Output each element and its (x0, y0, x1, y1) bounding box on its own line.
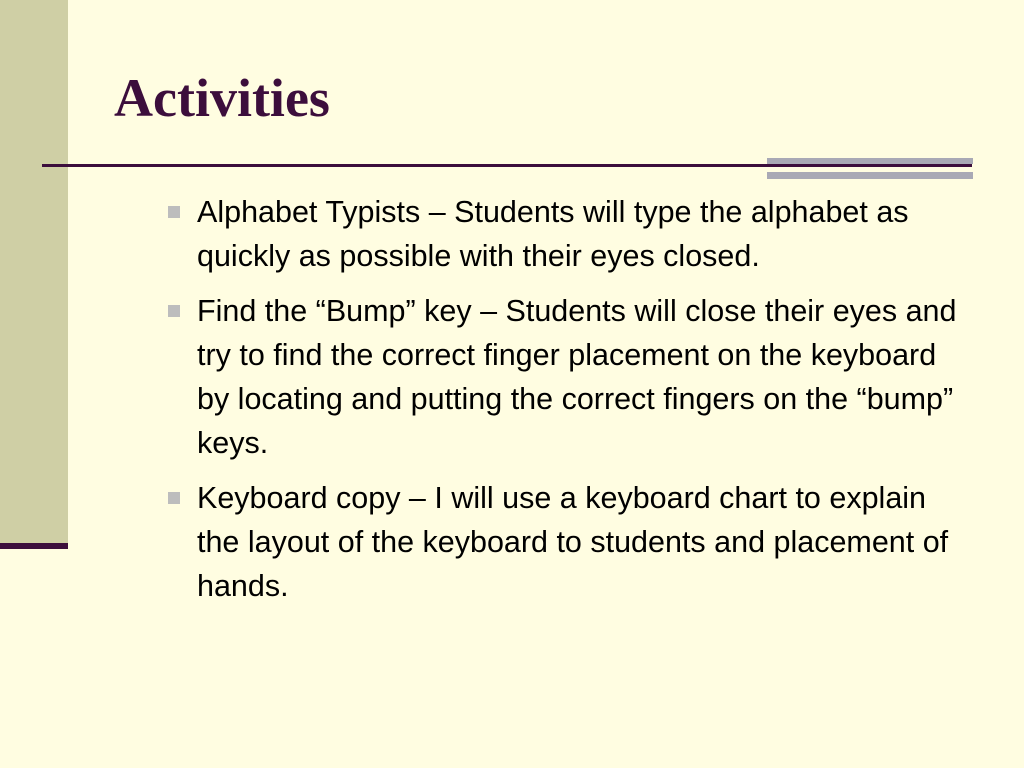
divider-accent-bar-top (767, 158, 973, 164)
left-bar-accent-line (0, 543, 68, 549)
title-divider-line (42, 164, 972, 167)
divider-accent-bar-bottom (767, 172, 973, 179)
bullet-text: Alphabet Typists – Students will type the alphabet as quickly as possible with their eyes closed. (197, 195, 909, 273)
bullet-list (166, 190, 966, 619)
square-bullet-icon (168, 492, 180, 504)
slide-title: Activities (114, 68, 330, 128)
square-bullet-icon (168, 305, 180, 317)
bullet-text: Find the “Bump” key – Students will close their eyes and try to find the correct finger placement on the keyboard by locating and putting the correct fingers on the “bump” keys. (197, 294, 957, 460)
bullet-item (166, 476, 966, 608)
bullet-text: Keyboard copy – I will use a keyboard chart to explain the layout of the keyboard to students and placement of hands. (197, 481, 949, 603)
square-bullet-icon (168, 206, 180, 218)
bullet-item (166, 190, 966, 278)
bullet-item (166, 289, 966, 465)
left-decorative-bar (0, 0, 68, 547)
